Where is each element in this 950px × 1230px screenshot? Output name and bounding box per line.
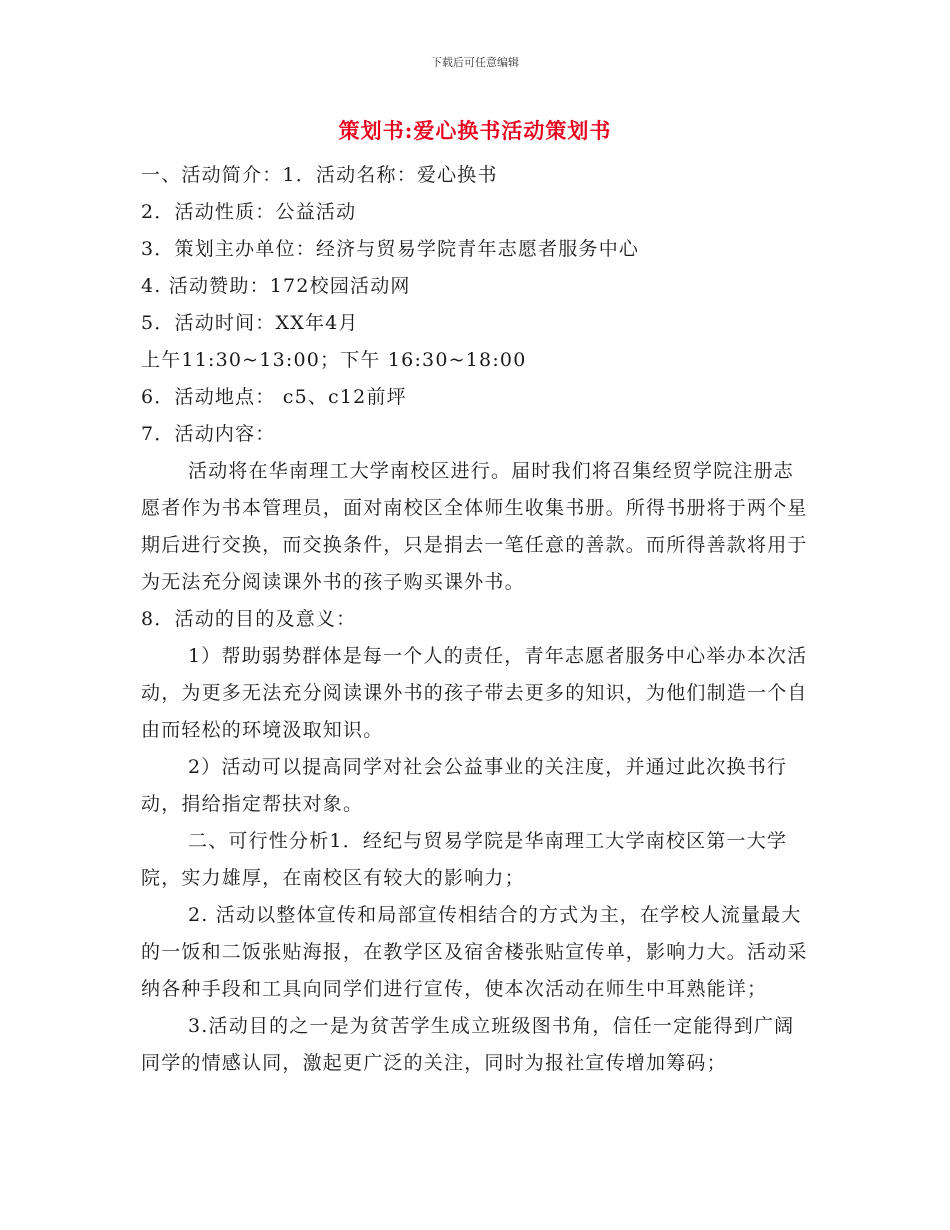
paragraph-sponsor: 4. 活动赞助：172校园活动网 <box>141 275 411 297</box>
paragraph-intro: 一、活动简介：1．活动名称：爱心换书 <box>141 164 498 186</box>
paragraph-time: 5．活动时间：XX年4月 <box>141 312 359 334</box>
paragraph-organizer: 3．策划主办单位：经济与贸易学院青年志愿者服务中心 <box>141 238 640 260</box>
paragraph-feasibility-2: 2. 活动以整体宣传和局部宣传相结合的方式为主，在学校人流量最大的一饭和二饭张贴海报，在教学区及宿舍楼张贴宣传单，影响力大。活动采纳各种手段和工具向同学们进行宣传，使本次活动在师生中耳熟能详； <box>141 904 808 1000</box>
paragraph-nature: 2．活动性质：公益活动 <box>141 201 357 223</box>
paragraph-purpose-2: 2）活动可以提高同学对社会公益事业的关注度，并通过此次换书行动，捐给指定帮扶对象。 <box>141 756 788 815</box>
document-body <box>141 157 809 1082</box>
paragraph-time-detail: 上午11:30~13:00；下午 16:30~18:00 <box>141 349 527 371</box>
document-title: 策划书:爱心换书活动策划书 <box>338 118 612 143</box>
paragraph-location: 6．活动地点： c5、c12前坪 <box>141 386 407 408</box>
paragraph-content-heading: 7．活动内容： <box>141 423 276 445</box>
paragraph-content: 活动将在华南理工大学南校区进行。届时我们将召集经贸学院注册志愿者作为书本管理员，面对南校区全体师生收集书册。所得书册将于两个星期后进行交换，而交换条件，只是捐去一笔任意的善款。而所得善款将用于为无法充分阅读课外书的孩子购买课外书。 <box>141 460 808 593</box>
paragraph-purpose-1: 1）帮助弱势群体是每一个人的责任，青年志愿者服务中心举办本次活动，为更多无法充分阅读课外书的孩子带去更多的知识，为他们制造一个自由而轻松的环境汲取知识。 <box>141 645 808 741</box>
paragraph-purpose-heading: 8．活动的目的及意义： <box>141 608 357 630</box>
paragraph-feasibility-3: 3.活动目的之一是为贫苦学生成立班级图书角，信任一定能得到广阔同学的情感认同，激起更广泛的关注，同时为报社宣传增加筹码； <box>141 1015 795 1074</box>
paragraph-feasibility-1: 二、可行性分析1．经纪与贸易学院是华南理工大学南校区第一大学院，实力雄厚，在南校区有较大的影响力； <box>141 830 788 889</box>
header-note: 下载后可任意编辑 <box>431 56 519 69</box>
